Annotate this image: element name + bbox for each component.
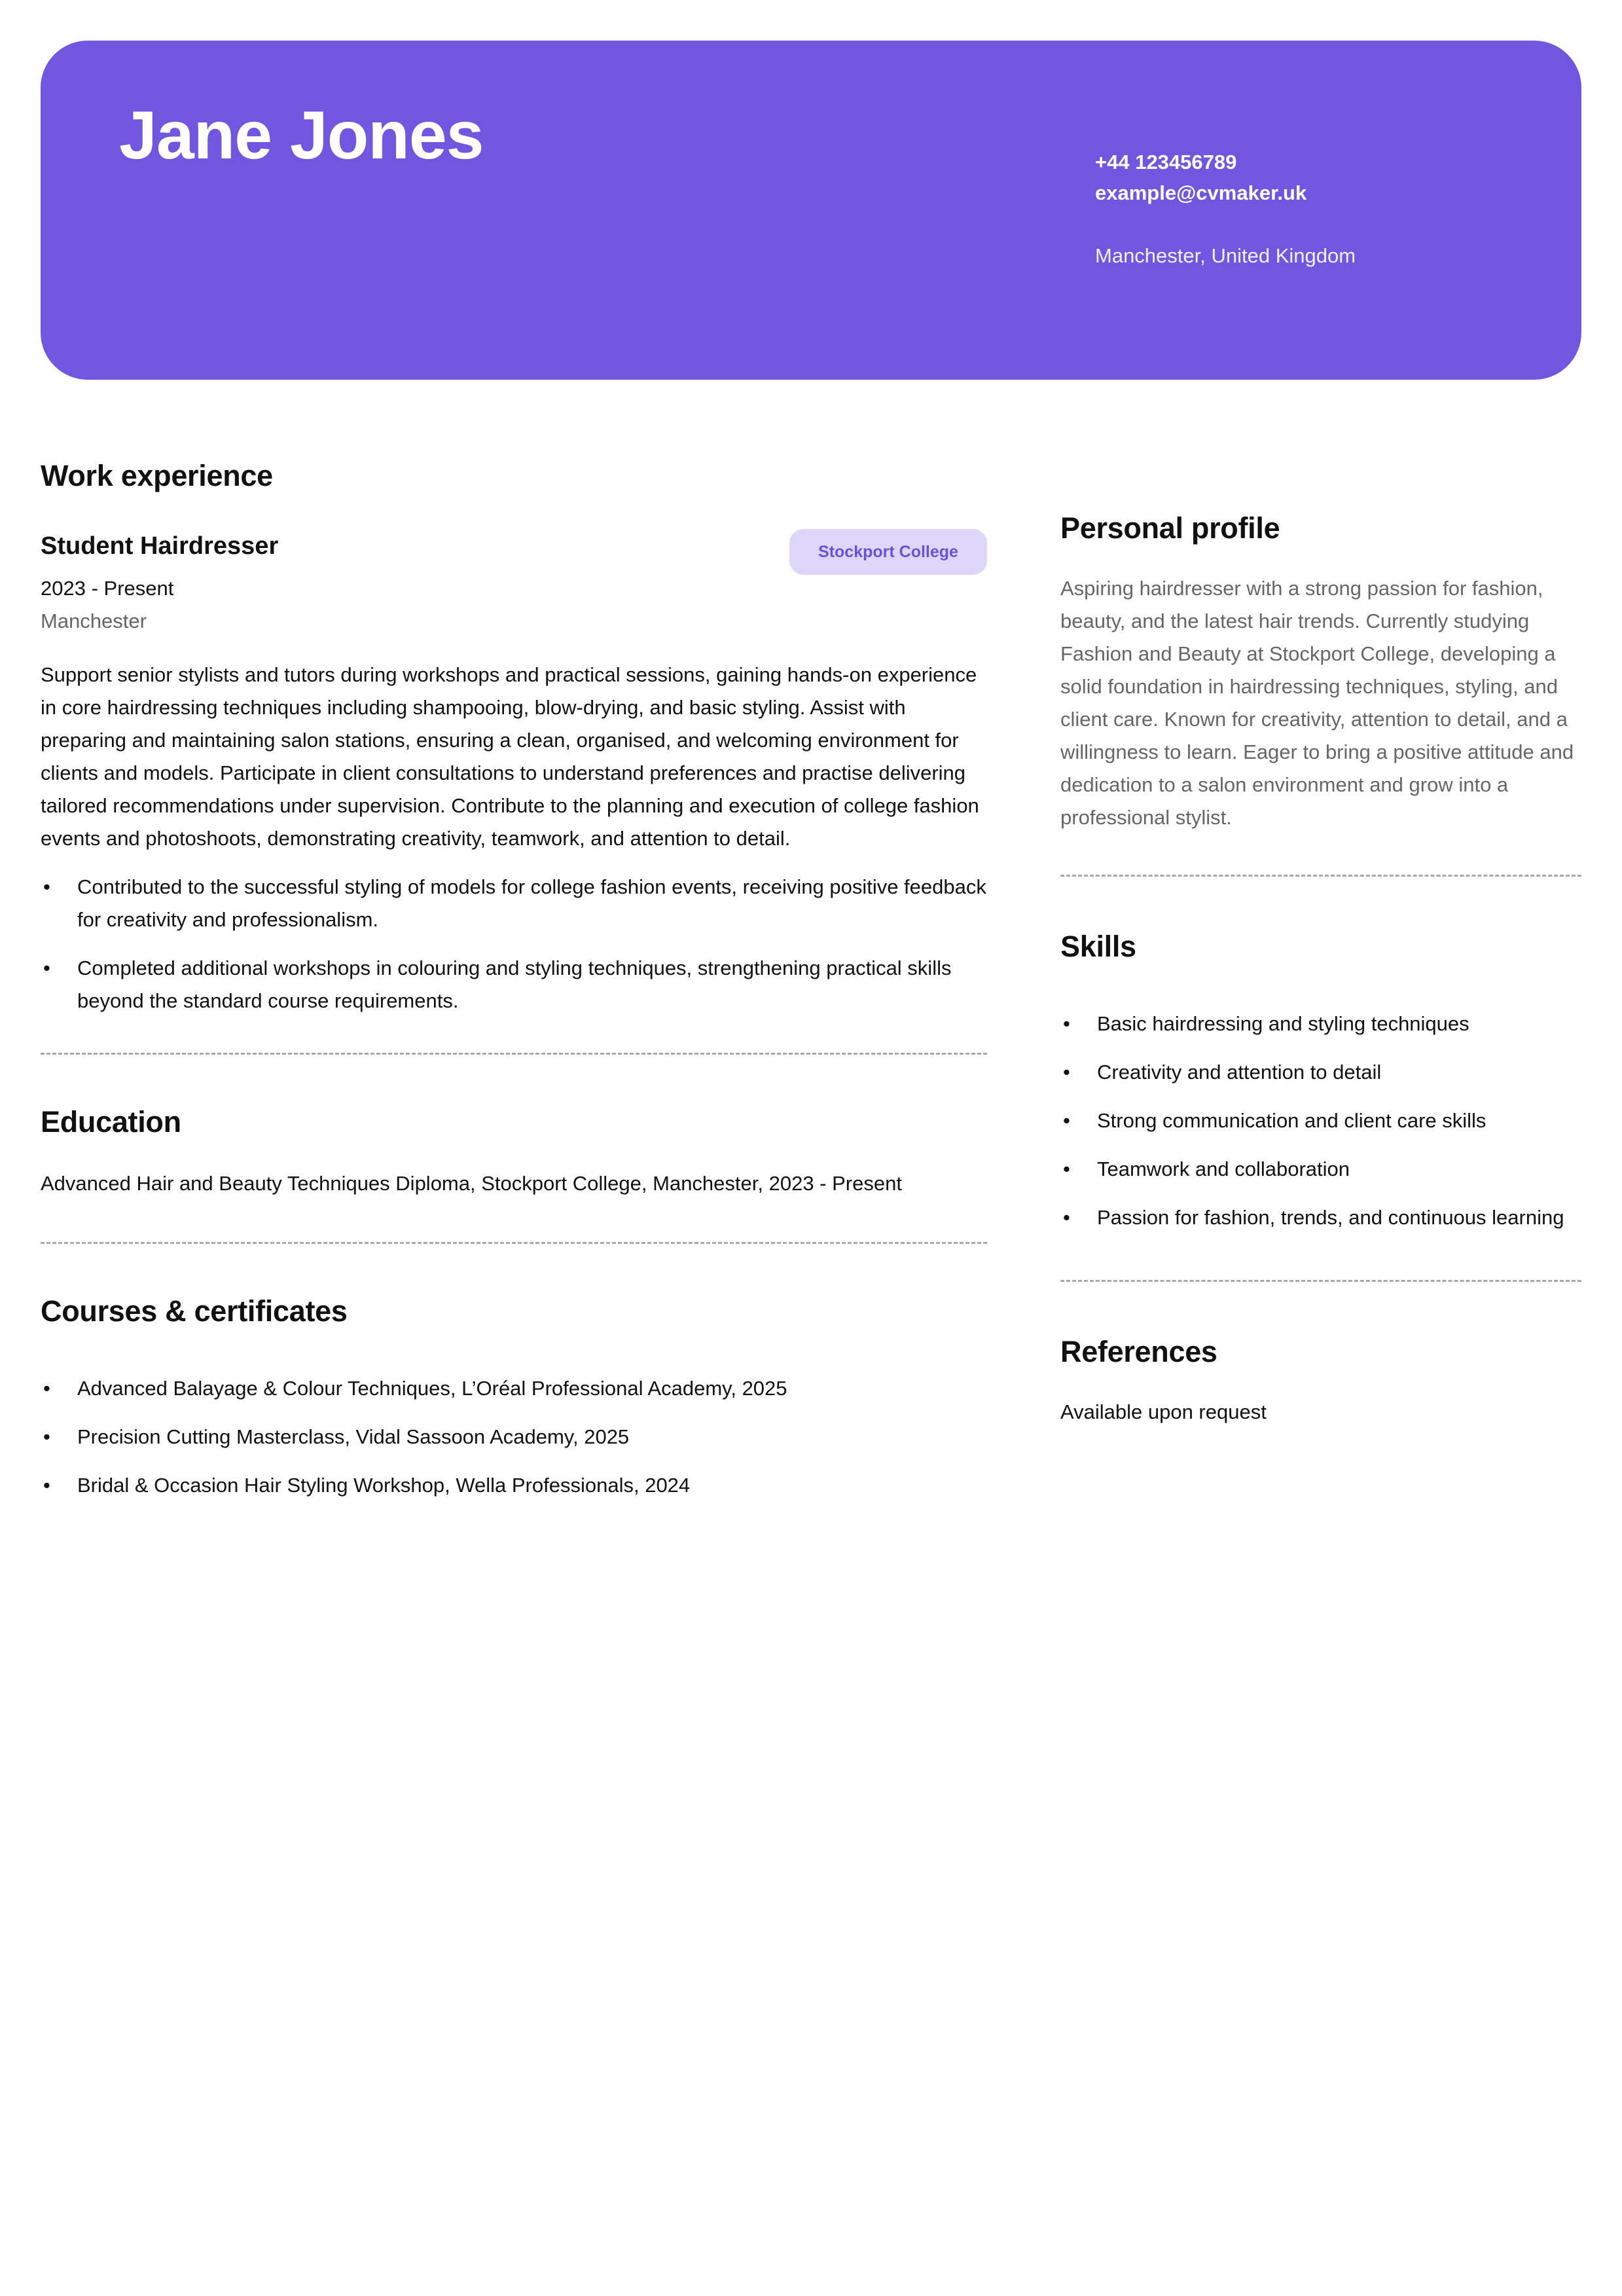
- bullet-icon: •: [43, 1377, 50, 1400]
- profile-section: [1060, 511, 1581, 834]
- course-item: [41, 1372, 987, 1405]
- bullet-icon: •: [43, 1474, 50, 1497]
- bullet-icon: •: [1063, 1157, 1070, 1180]
- bullet-icon: •: [43, 957, 50, 979]
- section-divider: [41, 1242, 987, 1244]
- bullet-icon: •: [43, 875, 50, 898]
- work-experience-heading: Work experience: [41, 459, 273, 492]
- section-divider: [1060, 875, 1581, 877]
- skill-text: Strong communication and client care skills: [1097, 1109, 1487, 1132]
- job-location: Manchester: [41, 610, 147, 632]
- cv-header: [41, 41, 1581, 380]
- achievement-text: Completed additional workshops in colouring and styling techniques, strengthening practical skills beyond the standard course requirements.: [77, 957, 952, 1012]
- education-entry: Advanced Hair and Beauty Techniques Diploma, Stockport College, Manchester, 2023 - Present: [41, 1172, 902, 1195]
- home-location: Manchester, United Kingdom: [1095, 244, 1356, 267]
- achievement-list: [41, 871, 987, 1017]
- skill-item: [1060, 1153, 1581, 1186]
- right-column: [1060, 511, 1581, 1429]
- courses-heading: Courses & certificates: [41, 1294, 348, 1328]
- skill-text: Teamwork and collaboration: [1097, 1157, 1350, 1180]
- course-text: Advanced Balayage & Colour Techniques, L’Oréal Professional Academy, 2025: [77, 1377, 787, 1400]
- achievement-item: [41, 952, 987, 1017]
- references-text: Available upon request: [1060, 1400, 1267, 1423]
- education-section: [41, 1104, 987, 1200]
- bullet-icon: •: [1063, 1206, 1070, 1229]
- bullet-icon: •: [43, 1425, 50, 1448]
- section-divider: [1060, 1280, 1581, 1282]
- job-description: Support senior stylists and tutors during workshops and practical sessions, gaining hands-on experience in core hairdressing techniques including shampooing, blow-drying, and basic styling. Assist with preparing and maintaining salon stations, ensuring a clean, organised, and welcoming environment for clients and models. Participate in client consultations to understand preferences and practise delivering tailored recommendations under supervision. Contribute to the planning and execution of college fashion events and photoshoots, demonstrating creativity, teamwork, and attention to detail.: [41, 663, 979, 850]
- employer-badge: Stockport College: [789, 529, 987, 575]
- section-divider: [41, 1053, 987, 1055]
- skill-item: [1060, 1201, 1581, 1234]
- job-title: Student Hairdresser: [41, 532, 279, 560]
- skills-heading: Skills: [1060, 930, 1136, 963]
- skills-list: [1060, 1008, 1581, 1234]
- skills-section: [1060, 929, 1581, 1234]
- bullet-icon: •: [1063, 1061, 1070, 1084]
- profile-text: Aspiring hairdresser with a strong passion for fashion, beauty, and the latest hair trends. Currently studying Fashion and Beauty at Stockport College, developing a solid foundation in hairdressing techniques, styling, and client care. Known for creativity, attention to detail, and a willingness to learn. Eager to bring a positive attitude and dedication to a salon environment and grow into a professional stylist.: [1060, 577, 1574, 829]
- phone-number[interactable]: +44 123456789: [1095, 151, 1237, 173]
- skill-text: Passion for fashion, trends, and continuous learning: [1097, 1206, 1564, 1229]
- course-item: [41, 1421, 987, 1453]
- skill-item: [1060, 1104, 1581, 1137]
- achievement-item: [41, 871, 987, 936]
- job-header: [41, 528, 987, 564]
- bullet-icon: •: [1063, 1109, 1070, 1132]
- course-text: Precision Cutting Masterclass, Vidal Sassoon Academy, 2025: [77, 1425, 630, 1448]
- work-experience-section: [41, 458, 987, 1017]
- profile-heading: Personal profile: [1060, 511, 1280, 545]
- references-heading: References: [1060, 1335, 1217, 1368]
- skill-item: [1060, 1056, 1581, 1089]
- courses-section: [41, 1294, 987, 1502]
- contact-details: [1095, 147, 1356, 271]
- job-dates: 2023 - Present: [41, 577, 174, 600]
- skill-text: Creativity and attention to detail: [1097, 1061, 1382, 1084]
- skill-item: [1060, 1008, 1581, 1040]
- course-text: Bridal & Occasion Hair Styling Workshop, Wella Professionals, 2024: [77, 1474, 691, 1497]
- candidate-name: Jane Jones: [119, 98, 484, 173]
- achievement-text: Contributed to the successful styling of models for college fashion events, receiving positive feedback for creativity and professionalism.: [77, 875, 986, 931]
- left-column: [41, 458, 987, 1518]
- education-heading: Education: [41, 1105, 181, 1139]
- course-item: [41, 1469, 987, 1502]
- skill-text: Basic hairdressing and styling techniques: [1097, 1012, 1469, 1035]
- email-address[interactable]: example@cvmaker.uk: [1095, 181, 1307, 204]
- courses-list: [41, 1372, 987, 1502]
- bullet-icon: •: [1063, 1012, 1070, 1035]
- references-section: [1060, 1334, 1581, 1429]
